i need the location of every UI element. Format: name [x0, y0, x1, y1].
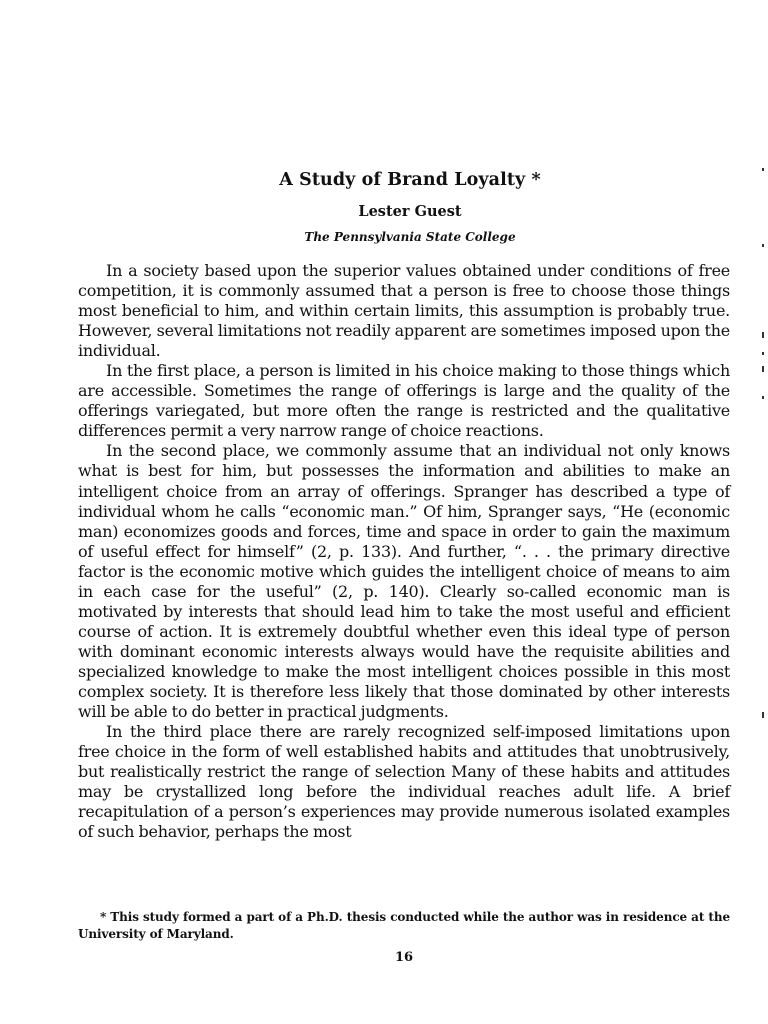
author-name: Lester Guest	[358, 203, 462, 220]
paragraph: In the third place there are rarely recognized self-imposed limitations upon free choice in the form of well established habits and attitudes that unobtrusively, but realistically restrict the range of selection Many of these habits and attitudes may be crystallized long before the individual reaches adult life. A brief recapitulation of a person’s experiences may provide numerous isolated examples of such behavior, perhaps the most	[78, 722, 730, 842]
article-title: A Study of Brand Loyalty *	[279, 170, 541, 190]
scan-mark	[762, 396, 764, 399]
paragraph: In a society based upon the superior values obtained under conditions of free competition, it is commonly assumed that a person is free to choose those things most beneficial to him, and within certain limits, this assumption is probably true. However, several limitations not readily apparent are sometimes imposed upon the individual.	[78, 261, 730, 361]
author-affiliation: The Pennsylvania State College	[304, 230, 516, 244]
scan-mark	[762, 244, 764, 247]
scan-mark	[762, 168, 764, 171]
paragraph: In the first place, a person is limited in his choice making to those things which are accessible. Sometimes the range of offerings is large and the quality of the offerings variegated, but more often the range is restricted and the qualitative differences permit a very narrow range of choice reactions.	[78, 361, 730, 441]
article-body	[78, 261, 730, 842]
footnote-text: * This study formed a part of a Ph.D. thesis conducted while the author was in residence at the University of Maryland.	[78, 910, 730, 941]
footnote	[78, 909, 730, 943]
scan-mark	[762, 352, 764, 355]
scan-mark	[762, 332, 764, 338]
scan-mark	[762, 366, 764, 372]
paragraph: In the second place, we commonly assume that an individual not only knows what is best for him, but possesses the information and abilities to make an intelligent choice from an array of offerings. Spranger has described a type of individual whom he calls “economic man.” Of him, Spranger says, “He (economic man) economizes goods and forces, time and space in order to gain the maximum of useful effect for himself” (2, p. 133). And further, “. . . the primary directive factor is the economic motive which guides the intelligent choice of means to aim in each case for the useful” (2, p. 140). Clearly so-called economic man is motivated by interests that should lead him to take the most useful and efficient course of action. It is extremely doubtful whether even this ideal type of person with dominant economic interests always would have the requisite abilities and specialized knowledge to make the most intelligent choices possible in this most complex society. It is therefore less likely that those dominated by other interests will be able to do better in practical judgments.	[78, 441, 730, 722]
scan-mark	[762, 712, 764, 718]
page-number: 16	[394, 950, 414, 965]
